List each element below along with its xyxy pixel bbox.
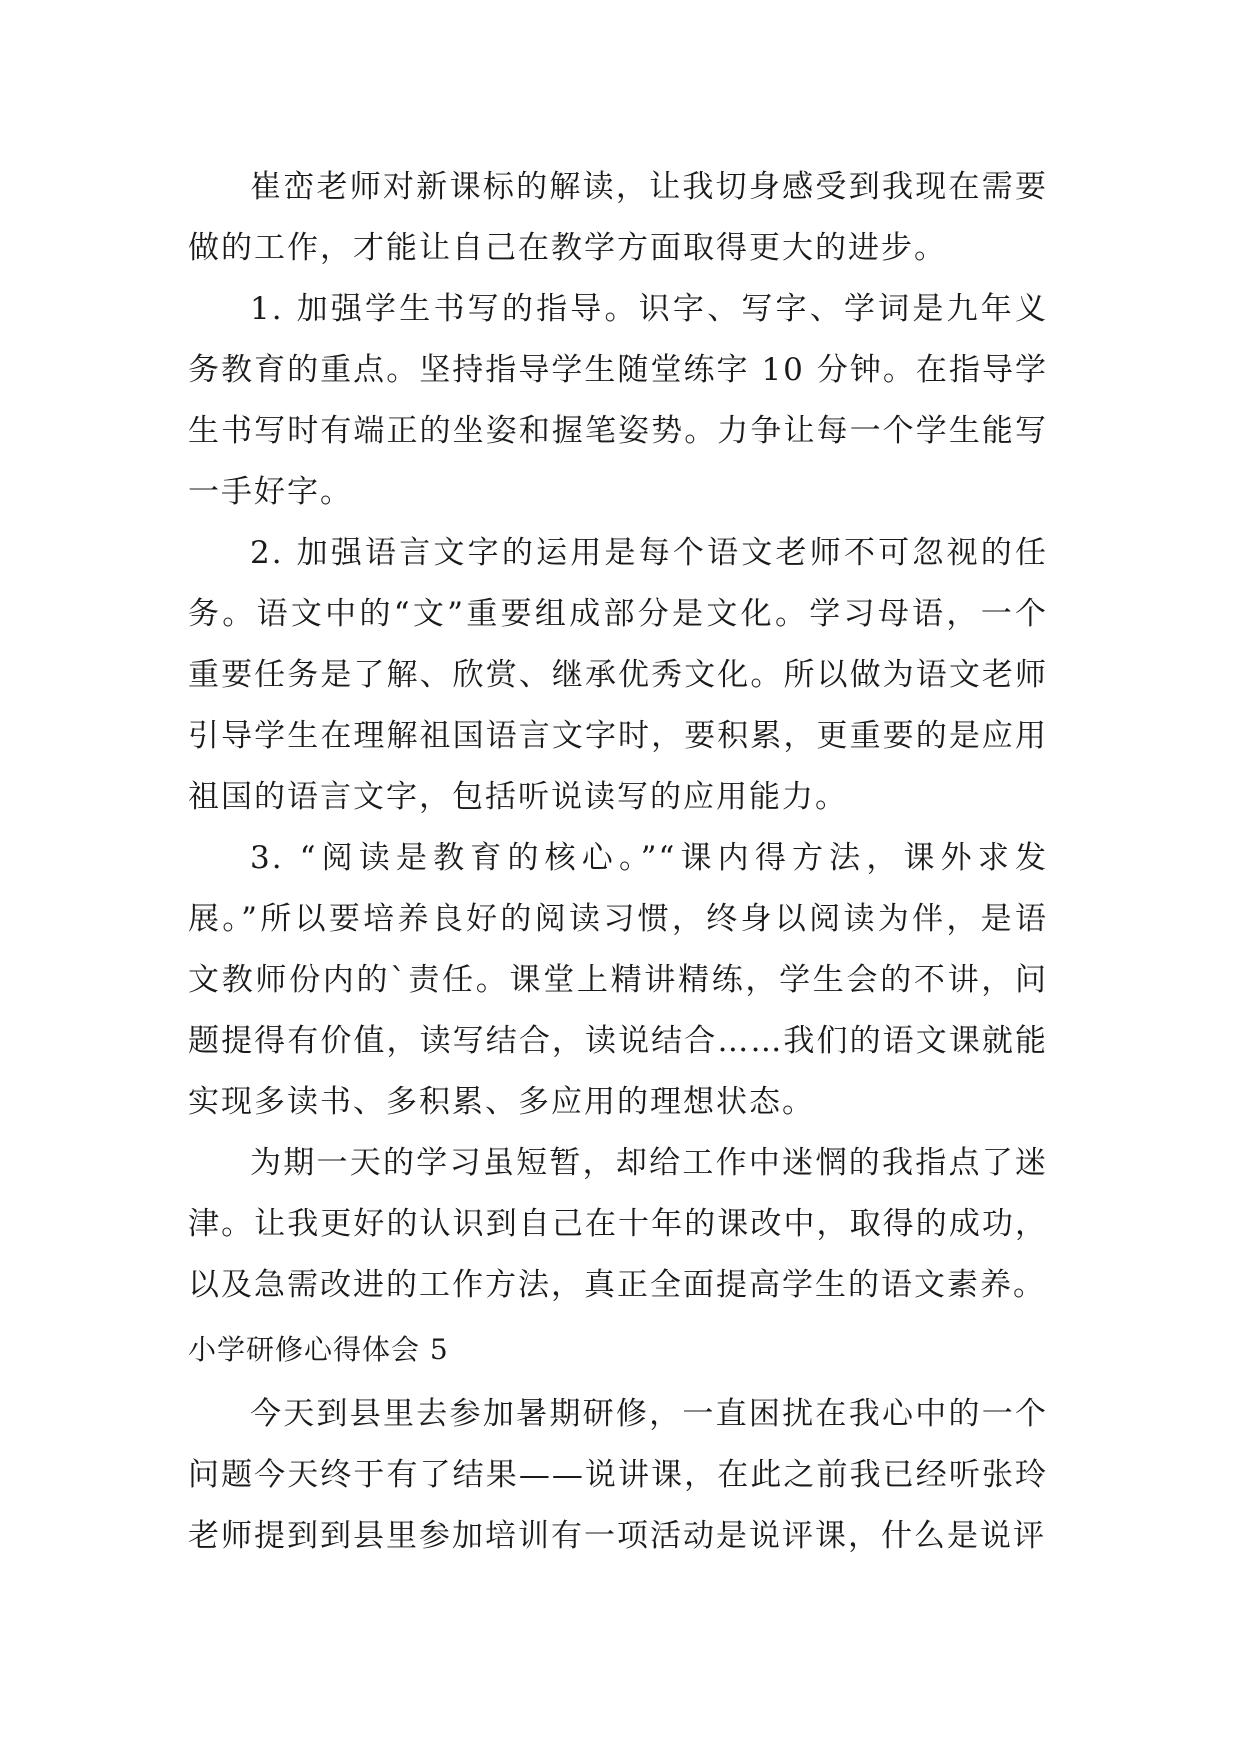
section-heading: 小学研修心得体会 5 — [188, 1333, 449, 1366]
paragraph-intro: 崔峦老师对新课标的解读，让我切身感受到我现在需要做的工作，才能让自己在教学方面取得更大的进步。 — [188, 169, 1048, 266]
paragraph-point-1: 1. 加强学生书写的指导。识字、写字、学词是九年义务教育的重点。坚持指导学生随堂练字 10 分钟。在指导学生书写时有端正的坐姿和握笔姿势。力争让每一个学生能写一手好字。 — [188, 291, 1048, 510]
section-two-heading-wrapper — [188, 1330, 449, 1370]
section-one-body — [188, 157, 1048, 1316]
paragraph-point-2: 2. 加强语言文字的运用是每个语文老师不可忽视的任务。语文中的“文”重要组成部分是文化。学习母语，一个重要任务是了解、欣赏、继承优秀文化。所以做为语文老师引导学生在理解祖国语言文字时，要积累，更重要的是应用祖国的语言文字，包括听说读写的应用能力。 — [188, 535, 1048, 815]
paragraph-point-3: 3. “阅读是教育的核心。”“课内得方法，课外求发展。”所以要培养良好的阅读习惯，终身以阅读为伴，是语文教师份内的`责任。课堂上精讲精练，学生会的不讲，问题提得有价值，读写结合，读说结合……我们的语文课就能实现多读书、多积累、多应用的理想状态。 — [188, 840, 1048, 1120]
section-two-body — [188, 1384, 1048, 1567]
paragraph-section-two-1: 今天到县里去参加暑期研修，一直困扰在我心中的一个问题今天终于有了结果——说讲课，在此之前我已经听张玲老师提到到县里参加培训有一项活动是说评课，什么是说评 — [188, 1396, 1048, 1554]
paragraph-conclusion: 为期一天的学习虽短暂，却给工作中迷惘的我指点了迷津。让我更好的认识到自己在十年的课改中，取得的成功，以及急需改进的工作方法，真正全面提高学生的语文素养。 — [188, 1145, 1048, 1303]
